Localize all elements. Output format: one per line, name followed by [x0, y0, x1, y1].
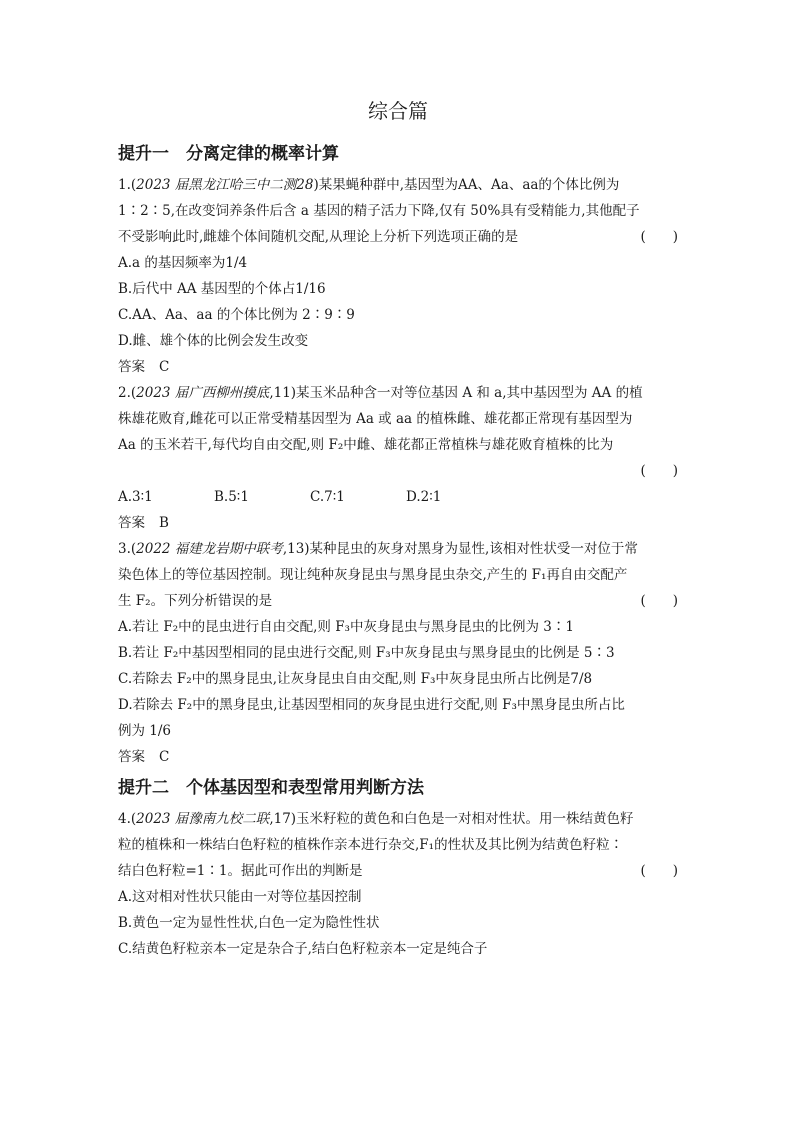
option-b: B.5∶1	[214, 489, 249, 505]
answer-line	[118, 744, 678, 770]
option-b: B.后代中 AA 基因型的个体占1/16	[118, 281, 326, 297]
question-1-source: 2023 届黑龙江哈三中二测28	[136, 177, 314, 193]
option-c: C.若除去 F₂中的黑身昆虫,让灰身昆虫自由交配,则 F₃中灰身昆虫所占比例是7/8	[118, 671, 593, 687]
option-d-continued: 例为 1/6	[118, 723, 172, 739]
question-2	[118, 380, 678, 536]
answer-label: 答案	[118, 515, 145, 531]
question-4-source: 2023 届豫南九校二联	[136, 811, 270, 827]
question-1	[118, 172, 678, 380]
option-c: C.AA、Aa、aa 的个体比例为 2∶9∶9	[118, 307, 355, 323]
question-3-line-3: 生 F₂。下列分析错误的是 ( )	[118, 588, 678, 614]
option-c: C.7∶1	[310, 489, 345, 505]
answer-value: B	[159, 515, 169, 531]
question-2-source: 2023 届广西柳州摸底	[136, 385, 270, 401]
document-page	[118, 96, 678, 962]
options-row	[118, 484, 678, 510]
question-2-line-1: 2.(2023 届广西柳州摸底,11)某玉米品种含一对等位基因 A 和 a,其中基因型为 AA 的植	[118, 385, 643, 401]
option-d: D.雌、雄个体的比例会发生改变	[118, 333, 309, 349]
answer-line	[118, 510, 678, 536]
question-3-line-1: 3.(2022 福建龙岩期中联考,13)某种昆虫的灰身对黑身为显性,该相对性状受一对位于常	[118, 541, 638, 557]
answer-line	[118, 354, 678, 380]
question-1-line-1: 1.(2023 届黑龙江哈三中二测28)某果蝇种群中,基因型为AA、Aa、aa的个体比例为	[118, 177, 620, 193]
option-b: B.黄色一定为显性性状,白色一定为隐性性状	[118, 915, 380, 931]
question-1-line-2: 1∶2∶5,在改变饲养条件后含 a 基因的精子活力下降,仅有 50%具有受精能力,其他配子	[118, 203, 640, 219]
question-3-line-2: 染色体上的等位基因控制。现让纯种灰身昆虫与黑身昆虫杂交,产生的 F₁再自由交配产	[118, 567, 628, 583]
answer-blank: ( )	[640, 863, 678, 879]
section-heading-1: 提升一 分离定律的概率计算	[118, 144, 339, 164]
question-4-line-1: 4.(2023 届豫南九校二联,17)玉米籽粒的黄色和白色是一对相对性状。用一株结黄色籽	[118, 811, 634, 827]
option-c: C.结黄色籽粒亲本一定是杂合子,结白色籽粒亲本一定是纯合子	[118, 941, 488, 957]
question-4	[118, 806, 678, 962]
question-1-line-3: 不受影响此时,雌雄个体间随机交配,从理论上分析下列选项正确的是 ( )	[118, 224, 678, 250]
question-4-line-2: 粒的植株和一株结白色籽粒的植株作亲本进行杂交,F₁的性状及其比例为结黄色籽粒∶	[118, 837, 624, 853]
answer-value: C	[159, 359, 170, 375]
answer-blank: ( )	[640, 593, 678, 609]
option-a: A.a 的基因频率为1/4	[118, 255, 248, 271]
answer-value: C	[159, 749, 170, 765]
section-heading-2: 提升二 个体基因型和表型常用判断方法	[118, 778, 424, 798]
answer-label: 答案	[118, 359, 145, 375]
question-3	[118, 536, 678, 770]
option-a: A.这对相对性状只能由一对等位基因控制	[118, 889, 362, 905]
answer-blank: ( )	[640, 463, 678, 479]
option-a: A.3∶1	[118, 489, 153, 505]
answer-blank: ( )	[640, 229, 678, 245]
answer-label: 答案	[118, 749, 145, 765]
option-d: D.若除去 F₂中的黑身昆虫,让基因型相同的灰身昆虫进行交配,则 F₃中黑身昆虫所占比	[118, 697, 625, 713]
page-title: 综合篇	[368, 99, 428, 123]
question-3-source: 2022 福建龙岩期中联考	[136, 541, 283, 557]
question-2-line-2: 株雄花败育,雌花可以正常受精基因型为 Aa 或 aa 的植株雌、雄花都正常现有基因型为	[118, 411, 633, 427]
option-a: A.若让 F₂中的昆虫进行自由交配,则 F₃中灰身昆虫与黑身昆虫的比例为 3∶1	[118, 619, 574, 635]
option-d: D.2∶1	[406, 489, 442, 505]
question-2-line-3: Aa 的玉米若干,每代均自由交配,则 F₂中雌、雄花都正常植株与雄花败育植株的比为	[118, 437, 614, 453]
question-4-line-3: 结白色籽粒=1∶1。据此可作出的判断是 ( )	[118, 858, 678, 884]
option-b: B.若让 F₂中基因型相同的昆虫进行交配,则 F₃中灰身昆虫与黑身昆虫的比例是 5∶3	[118, 645, 615, 661]
